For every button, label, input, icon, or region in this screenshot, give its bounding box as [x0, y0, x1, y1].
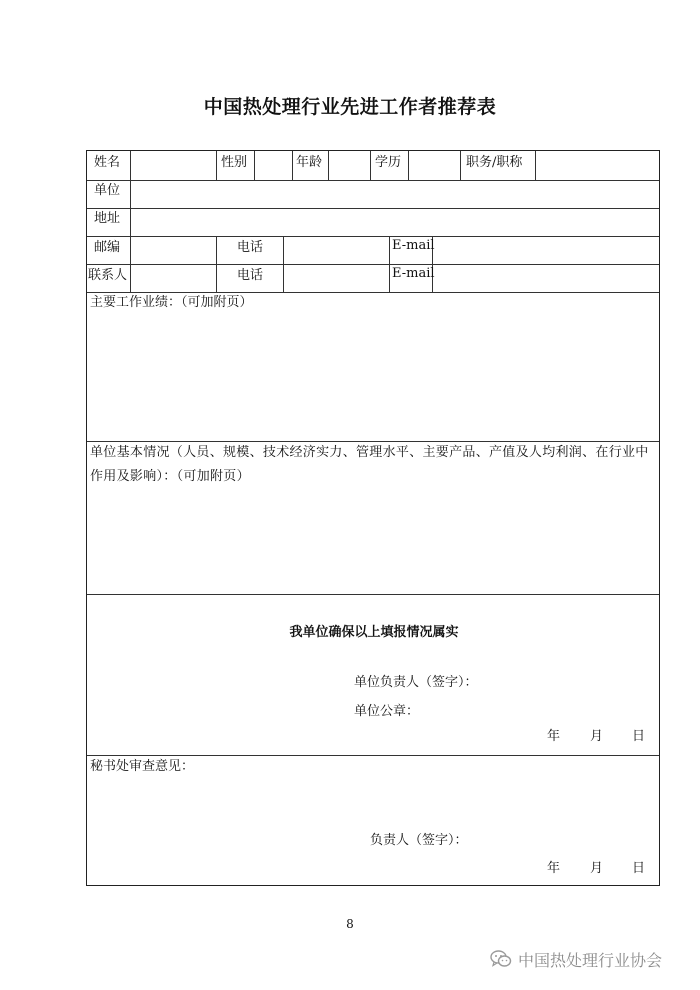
col-divider: [216, 151, 217, 180]
leader-signature: 负责人（签字）：: [370, 833, 468, 848]
col-divider: [216, 236, 217, 292]
date-day: 日: [632, 729, 646, 744]
label-age: 年龄: [296, 155, 323, 170]
col-divider: [535, 151, 536, 180]
date-month: 月: [590, 861, 604, 876]
secretariat-opinion: 秘书处审查意见：: [90, 759, 195, 774]
page-number: 8: [346, 917, 354, 931]
col-divider: [283, 236, 284, 292]
row-divider: [87, 755, 659, 756]
row-divider: [87, 236, 659, 237]
col-divider: [130, 180, 131, 292]
label-phone-2: 电话: [237, 268, 264, 283]
col-divider: [408, 151, 409, 180]
date-day: 日: [632, 861, 646, 876]
label-gender: 性别: [221, 155, 248, 170]
label-phone: 电话: [237, 240, 264, 255]
label-email: E-mail: [392, 238, 435, 253]
section-achievements: 主要工作业绩：（可加附页）: [90, 295, 253, 310]
recommendation-form: [86, 150, 660, 886]
col-divider: [370, 151, 371, 180]
row-divider: [87, 208, 659, 209]
watermark: [490, 948, 662, 970]
date-year: 年: [547, 729, 561, 744]
col-divider: [328, 151, 329, 180]
label-contact: 联系人: [88, 268, 128, 283]
label-postcode: 邮编: [94, 240, 121, 255]
row-divider: [87, 180, 659, 181]
label-education: 学历: [375, 155, 402, 170]
confirm-statement: 我单位确保以上填报情况属实: [289, 625, 459, 640]
col-divider: [460, 151, 461, 180]
unit-seal: 单位公章：: [354, 704, 420, 719]
unit-leader-signature: 单位负责人（签字）：: [354, 675, 478, 690]
watermark-text: 中国热处理行业协会: [518, 950, 663, 970]
row-divider: [87, 594, 659, 595]
label-unit: 单位: [94, 183, 121, 198]
col-divider: [292, 151, 293, 180]
col-divider: [254, 151, 255, 180]
col-divider: [389, 236, 390, 292]
row-divider: [87, 264, 659, 265]
wechat-icon: [490, 949, 512, 969]
label-position: 职务/职称: [466, 155, 523, 170]
label-address: 地址: [94, 211, 121, 226]
section-unit-info: 单位基本情况（人员、规模、技术经济实力、管理水平、主要产品、产值及人均利润、在行业中作用及影响）：（可加附页）: [90, 445, 649, 484]
form-title: 中国热处理行业先进工作者推荐表: [203, 96, 497, 118]
date-month: 月: [590, 729, 604, 744]
date-year: 年: [547, 861, 561, 876]
col-divider: [130, 151, 131, 180]
label-email-2: E-mail: [392, 266, 435, 281]
label-name: 姓名: [94, 155, 121, 170]
row-divider: [87, 292, 659, 293]
